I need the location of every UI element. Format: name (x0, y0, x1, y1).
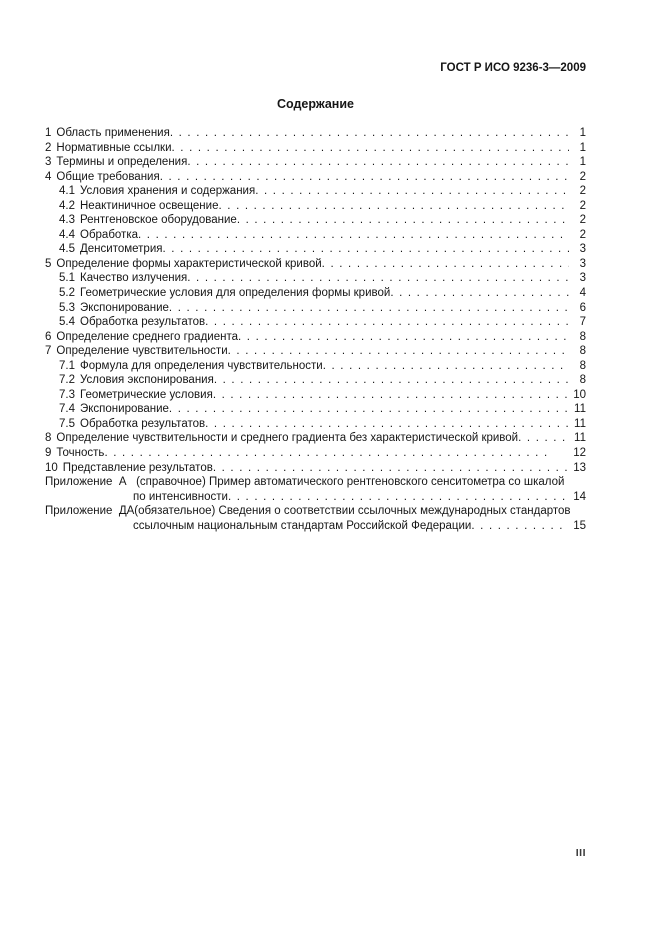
toc-entry-number: 4.5 (59, 243, 75, 256)
toc-entry (45, 126, 586, 141)
toc-entry (45, 373, 586, 388)
toc-entry (45, 257, 586, 272)
toc-entry-page: 2 (579, 228, 586, 241)
toc-leader-dots (323, 359, 569, 374)
toc-entry (45, 417, 586, 432)
toc-entry-page: 3 (579, 272, 586, 285)
toc-leader-dots (187, 155, 569, 170)
toc-entry-label: Геометрические условия (80, 388, 213, 401)
toc-entry-label: Условия экспонирования (80, 374, 214, 387)
toc-entry-number: 7 (45, 345, 52, 358)
toc-entry-number: 7.2 (59, 374, 75, 387)
toc-entry (45, 344, 586, 359)
toc-entry-label: Нормативные ссылки (56, 141, 172, 154)
toc-entry-page: 4 (579, 287, 586, 300)
toc-entry (45, 402, 586, 417)
toc-leader-dots (255, 184, 569, 199)
toc-leader-dots (170, 126, 569, 141)
toc-entry-page: 14 (573, 490, 586, 503)
toc-entry-page: 2 (579, 170, 586, 183)
toc-entry-number: 7.3 (59, 388, 75, 401)
toc-entry-label: Определение среднего градиента (56, 330, 238, 343)
toc-entry (45, 431, 586, 446)
appendix-line2-label: ссылочным национальным стандартам Российской Федерации (133, 519, 472, 532)
toc-entry-page: 1 (579, 156, 586, 169)
toc-entry-page: 8 (579, 345, 586, 358)
toc-entry-label: Обработка (80, 228, 138, 241)
toc-entry-number: 9 (45, 447, 52, 460)
toc-entry-number: 4.3 (59, 214, 75, 227)
toc-entry-page: 2 (579, 214, 586, 227)
toc-entry-page: 6 (579, 301, 586, 314)
toc-entry-number: 4.4 (59, 228, 75, 241)
toc-entry-number: 2 (45, 141, 52, 154)
toc-entry-number: 6 (45, 330, 52, 343)
toc-entry-label: Обработка результатов (80, 417, 206, 430)
appendix-line1: Приложение А (справочное) Пример автоматического рентгеновского сенситометра со шкалой (45, 476, 565, 489)
toc-entry-number: 5 (45, 257, 52, 270)
toc-entry (45, 155, 586, 170)
toc-entry (45, 388, 586, 403)
toc-entry (45, 170, 586, 185)
toc-entry-label: Неактиничное освещение (80, 199, 219, 212)
toc-entry-number: 3 (45, 156, 52, 169)
toc-entry-number: 7.1 (59, 359, 75, 372)
toc-entry-page: 3 (579, 243, 586, 256)
toc-entry-label: Общие требования (56, 170, 160, 183)
toc-entry-label: Определение чувствительности и среднего градиента без характеристической кривой (56, 432, 519, 445)
toc-entry-label: Обработка результатов (80, 316, 206, 329)
toc-entry (45, 301, 586, 316)
toc-entry-label: Область применения (56, 127, 170, 139)
toc-entry-label: Формула для определения чувствительности (80, 359, 323, 372)
toc-entry-number: 1 (45, 127, 52, 139)
page-content (45, 62, 586, 533)
toc-entry-number: 4.2 (59, 199, 75, 212)
toc-entry-page: 2 (579, 199, 586, 212)
toc-entry (45, 199, 586, 214)
toc-entry-number: 4.1 (59, 185, 75, 198)
toc-entry-label: Экспонирование (80, 301, 169, 314)
toc-leader-dots (138, 228, 569, 243)
toc-entry-page: 2 (579, 185, 586, 198)
toc-leader-dots (238, 330, 569, 345)
toc-leader-dots (205, 417, 569, 432)
toc-leader-dots (237, 213, 569, 228)
appendix-continuation (45, 519, 586, 534)
toc-entry-label: Экспонирование (80, 403, 169, 416)
toc-leader-dots (205, 315, 569, 330)
toc-entry-label: Представление результатов (62, 461, 213, 474)
toc-entry-label: Рентгеновское оборудование (80, 214, 237, 227)
footer-page-number: III (575, 847, 586, 859)
toc-leader-dots (187, 271, 569, 286)
document-code: ГОСТ Р ИСО 9236-3—2009 (440, 62, 586, 74)
toc-list (45, 126, 586, 533)
toc-leader-dots (169, 301, 569, 316)
toc-entry-page: 13 (573, 461, 586, 474)
toc-entry (45, 315, 586, 330)
toc-entry-page: 10 (573, 388, 586, 401)
toc-entry-page: 8 (579, 330, 586, 343)
toc-entry-page: 1 (579, 127, 586, 139)
toc-entry-label: Геометрические условия для определения формы кривой (80, 287, 391, 300)
toc-entry-page: 11 (574, 417, 586, 430)
toc-entry-number: 5.4 (59, 316, 75, 329)
toc-entry-label: Качество излучения (80, 272, 188, 285)
toc-leader-dots (390, 286, 569, 301)
toc-entry-page: 15 (573, 519, 586, 532)
toc-entry (45, 286, 586, 301)
toc-entry-number: 5.1 (59, 272, 75, 285)
toc-entry-label: Термины и определения (56, 156, 188, 169)
toc-entry-number: 10 (45, 461, 58, 474)
appendix-continuation (45, 490, 586, 505)
toc-entry (45, 228, 586, 243)
toc-leader-dots (213, 388, 569, 403)
appendix-line2-label: по интенсивности (133, 490, 228, 503)
toc-entry-page: 11 (574, 432, 586, 445)
toc-leader-dots (169, 402, 569, 417)
toc-entry-number: 7.5 (59, 417, 75, 430)
page-title: Содержание (276, 97, 354, 111)
toc-leader-dots (104, 446, 569, 461)
toc-entry-page: 3 (579, 257, 586, 270)
toc-leader-dots (214, 373, 569, 388)
appendix-line1: Приложение ДА(обязательное) Сведения о соответствии ссылочных международных стандартов (45, 505, 571, 518)
toc-entry-number: 4 (45, 170, 52, 183)
toc-entry (45, 330, 586, 345)
toc-entry-number: 7.4 (59, 403, 75, 416)
toc-leader-dots (218, 199, 569, 214)
toc-entry-label: Точность (56, 447, 105, 460)
toc-entry-page: 8 (579, 359, 586, 372)
toc-leader-dots (322, 257, 569, 272)
appendix-entry (45, 475, 586, 504)
toc-entry (45, 141, 586, 156)
toc-entry-page: 11 (574, 403, 586, 416)
toc-entry-number: 8 (45, 432, 52, 445)
toc-entry-page: 1 (579, 141, 586, 154)
toc-entry (45, 242, 586, 257)
toc-leader-dots (160, 170, 569, 185)
toc-entry-page: 7 (579, 316, 586, 329)
toc-leader-dots (213, 461, 569, 476)
toc-leader-dots (162, 242, 569, 257)
appendix-entry (45, 504, 586, 533)
toc-entry-label: Условия хранения и содержания (80, 185, 256, 198)
toc-entry-page: 12 (573, 447, 586, 460)
toc-entry-number: 5.3 (59, 301, 75, 314)
toc-leader-dots (172, 141, 570, 156)
toc-entry (45, 359, 586, 374)
toc-leader-dots (518, 431, 569, 446)
toc-entry-label: Определение чувствительности (56, 345, 228, 358)
toc-entry (45, 184, 586, 199)
toc-entry-page: 8 (579, 374, 586, 387)
toc-entry (45, 213, 586, 228)
toc-leader-dots (471, 519, 569, 534)
toc-entry-label: Определение формы характеристической кривой (56, 257, 322, 270)
toc-leader-dots (228, 490, 569, 505)
toc-entry (45, 271, 586, 286)
toc-entry-label: Денситометрия (80, 243, 163, 256)
toc-leader-dots (228, 344, 569, 359)
toc-entry (45, 461, 586, 476)
toc-entry (45, 446, 586, 461)
toc-entry-number: 5.2 (59, 287, 75, 300)
